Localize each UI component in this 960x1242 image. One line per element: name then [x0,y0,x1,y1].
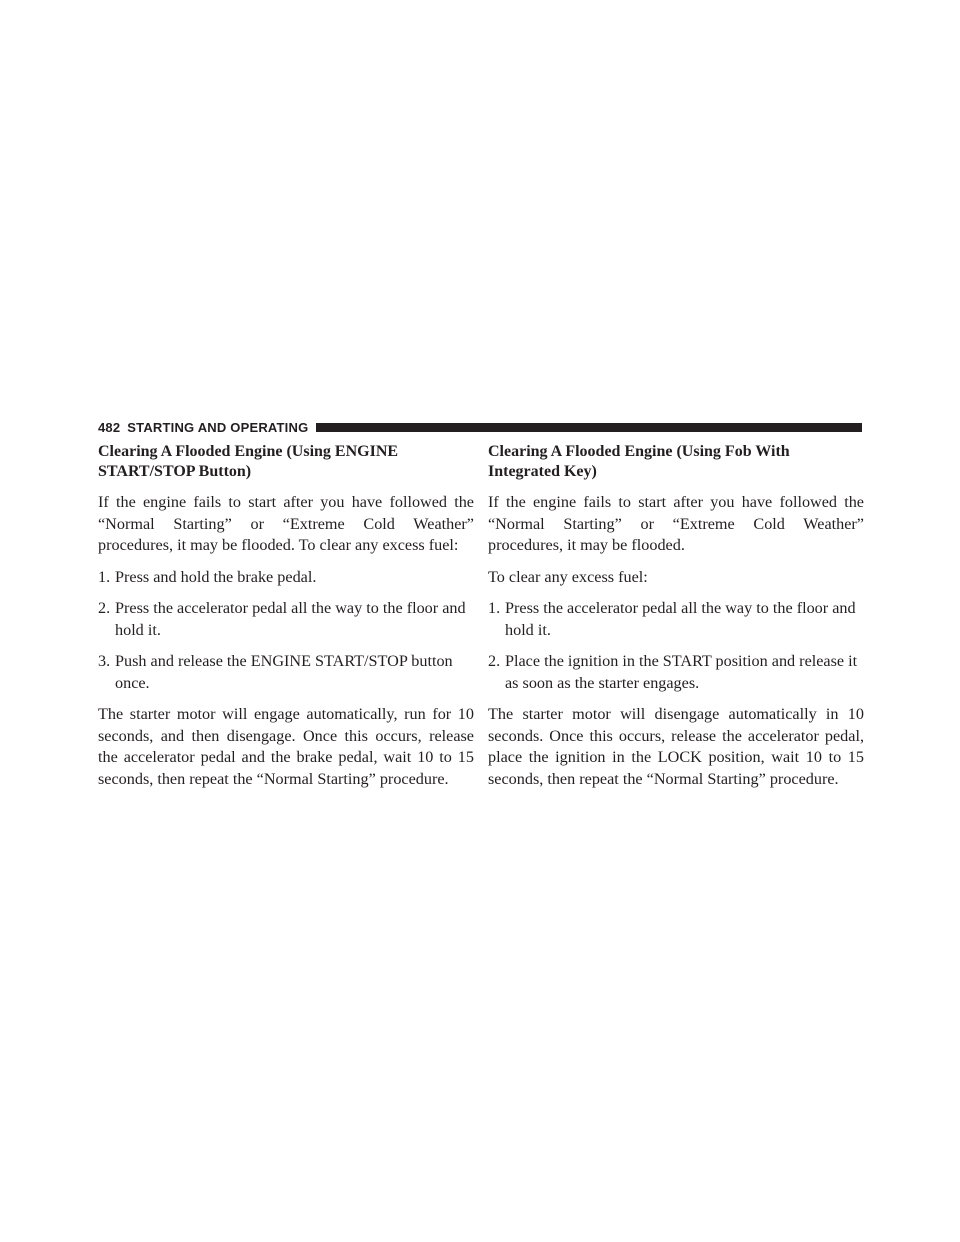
blank-page-area [0,0,960,410]
step-text: Press the accelerator pedal all the way to the floor and hold it. [115,599,466,639]
list-item [488,651,864,694]
right-lead: To clear any excess fuel: [488,567,648,586]
list-item [98,567,474,589]
right-steps [488,598,864,694]
section-title: STARTING AND OPERATING [127,419,309,435]
step-number: 2. [488,652,501,670]
header-rule [316,423,862,432]
step-text: Place the ignition in the START position and release it as soon as the starter engages. [505,652,858,692]
list-item [98,598,474,641]
step-text: Push and release the ENGINE START/STOP button once. [115,652,453,692]
left-intro: If the engine fails to start after you have followed the “Normal Starting” or “Extreme Cold Weather” procedures, it may be flooded. To clear any excess fuel: [98,493,474,554]
list-item [98,651,474,694]
left-column [98,442,474,800]
page-header [98,419,862,435]
right-closing: The starter motor will disengage automatically in 10 seconds. Once this occurs, release the accelerator pedal, place the ignition in the LOCK position, wait 10 to 15 seconds, then repeat the “Normal Starting” procedure. [488,705,864,788]
left-heading: Clearing A Flooded Engine (Using ENGINE START/STOP Button) [98,443,399,480]
list-item [488,598,864,641]
left-closing: The starter motor will engage automatically, run for 10 seconds, and then disengage. Once this occurs, release the accelerator pedal and the brake pedal, wait 10 to 15 seconds, then repeat the “Normal Starting” procedure. [98,705,474,788]
step-text: Press and hold the brake pedal. [115,567,317,586]
step-text: Press the accelerator pedal all the way to the floor and hold it. [505,599,856,639]
right-intro: If the engine fails to start after you have followed the “Normal Starting” or “Extreme Cold Weather” procedures, it may be flooded. [488,493,864,554]
right-heading: Clearing A Flooded Engine (Using Fob With Integrated Key) [488,443,790,480]
step-number: 1. [98,567,111,586]
page-number: 482 [98,419,121,435]
right-column [488,442,864,800]
left-steps [98,567,474,695]
step-number: 2. [98,599,111,617]
step-number: 1. [488,599,501,617]
step-number: 3. [98,652,111,670]
